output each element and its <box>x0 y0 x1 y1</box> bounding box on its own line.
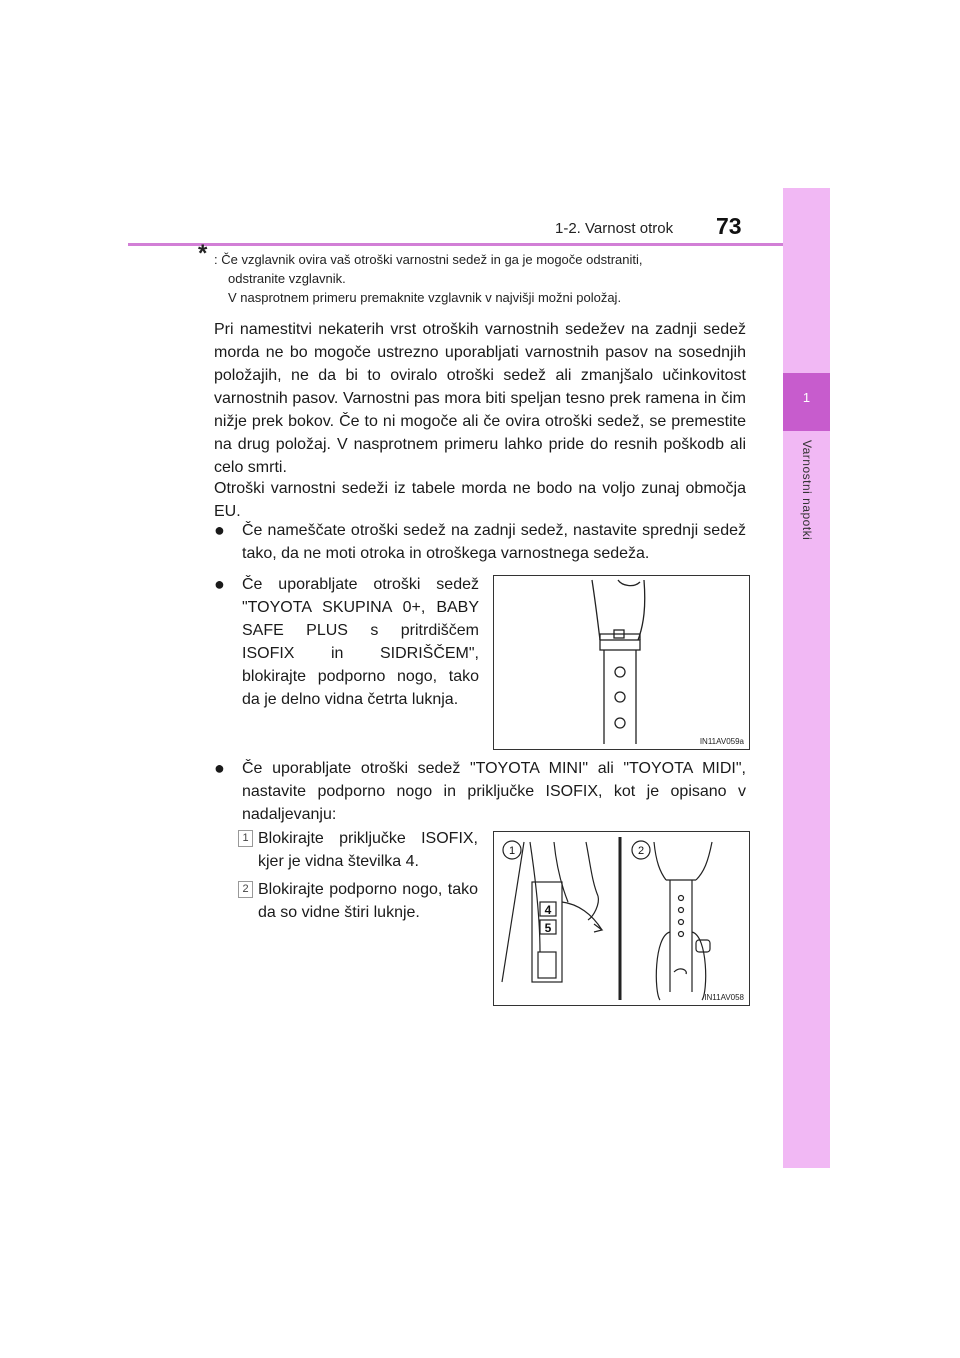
bullet-item <box>214 519 746 565</box>
footnote-line-2: odstranite vzglavnik. <box>228 271 346 286</box>
header-rule <box>128 243 830 246</box>
step-item <box>238 878 478 924</box>
bullet-text: Če uporabljate otroški sedež "TOYOTA MINI" ali "TOYOTA MIDI", nastavite podporno nogo in priključke ISOFIX, kot je opisano v nadaljevanju: <box>242 760 746 823</box>
bullet-item <box>214 573 479 711</box>
figure-support-leg <box>493 575 750 750</box>
figure-code: IN11AV058 <box>704 993 744 1002</box>
bullet-dot: ● <box>214 574 225 594</box>
footnote-line-3: V nasprotnem primeru premaknite vzglavnik v najvišji možni položaj. <box>228 290 622 305</box>
support-leg-illustration <box>494 576 749 749</box>
step-item <box>238 827 478 873</box>
chapter-tab-strip <box>783 188 830 1168</box>
step-number: 1 <box>238 830 253 847</box>
bullet-dot: ● <box>214 520 225 540</box>
callout-2: 2 <box>637 845 645 857</box>
figure-isofix-and-leg <box>493 831 750 1006</box>
isofix-leg-illustration <box>494 832 749 1005</box>
chapter-number: 1 <box>802 390 811 405</box>
paragraph-eu-availability: Otroški varnostni sedeži iz tabele morda ne bodo na voljo zunaj območja EU. <box>214 480 746 520</box>
footnote <box>198 240 754 307</box>
paragraph-seat-belt-warning: Pri namestitvi nekaterih vrst otroških varnostnih sedežev na zadnji sedež morda ne bo mogoče ustrezno uporabljati varnostnih pasov na sosednjih položajih, ne da bi to oviralo otroški sedež ali zmanjšalo učinkovitost varnostnih pasov. Varnostni pas mora biti speljan tesno prek ramena in čim nižje prek bokov. Če to ni mogoče ali če ovira otroški sedež, se premestite na drug položaj. V nasprotnem primeru lahko pride do resnih poškodb ali celo smrti. <box>214 321 746 476</box>
bullet-text: Če uporabljate otroški sedež "TOYOTA SKUPINA 0+, BABY SAFE PLUS s pritrdiščem ISOFIX in SIDRIŠČEM", blokirajte podporno nogo, tako da je delno vidna četrta luknja. <box>242 576 479 708</box>
page-number: 73 <box>716 213 742 239</box>
digit-4: 4 <box>544 903 552 917</box>
bullet-text: Če nameščate otroški sedež na zadnji sedež, nastavite sprednji sedež tako, da ne moti otroka in otroškega varnostnega sedeža. <box>242 522 746 562</box>
digit-5: 5 <box>544 921 552 935</box>
callout-1: 1 <box>508 845 516 857</box>
figure-code: IN11AV059a <box>699 737 744 746</box>
footnote-marker: * <box>198 240 208 267</box>
footnote-line-1: : Če vzglavnik ovira vaš otroški varnostni sedež in ga je mogoče odstraniti, <box>214 252 643 267</box>
step-text: Blokirajte podporno nogo, tako da so vidne štiri luknje. <box>258 881 478 921</box>
chapter-title: Varnostni napotki <box>800 440 814 541</box>
step-text: Blokirajte priključke ISOFIX, kjer je vidna številka 4. <box>258 830 478 870</box>
bullet-dot: ● <box>214 758 225 778</box>
step-number: 2 <box>238 881 253 898</box>
bullet-item <box>214 757 746 826</box>
section-title: 1-2. Varnost otrok <box>555 220 674 237</box>
